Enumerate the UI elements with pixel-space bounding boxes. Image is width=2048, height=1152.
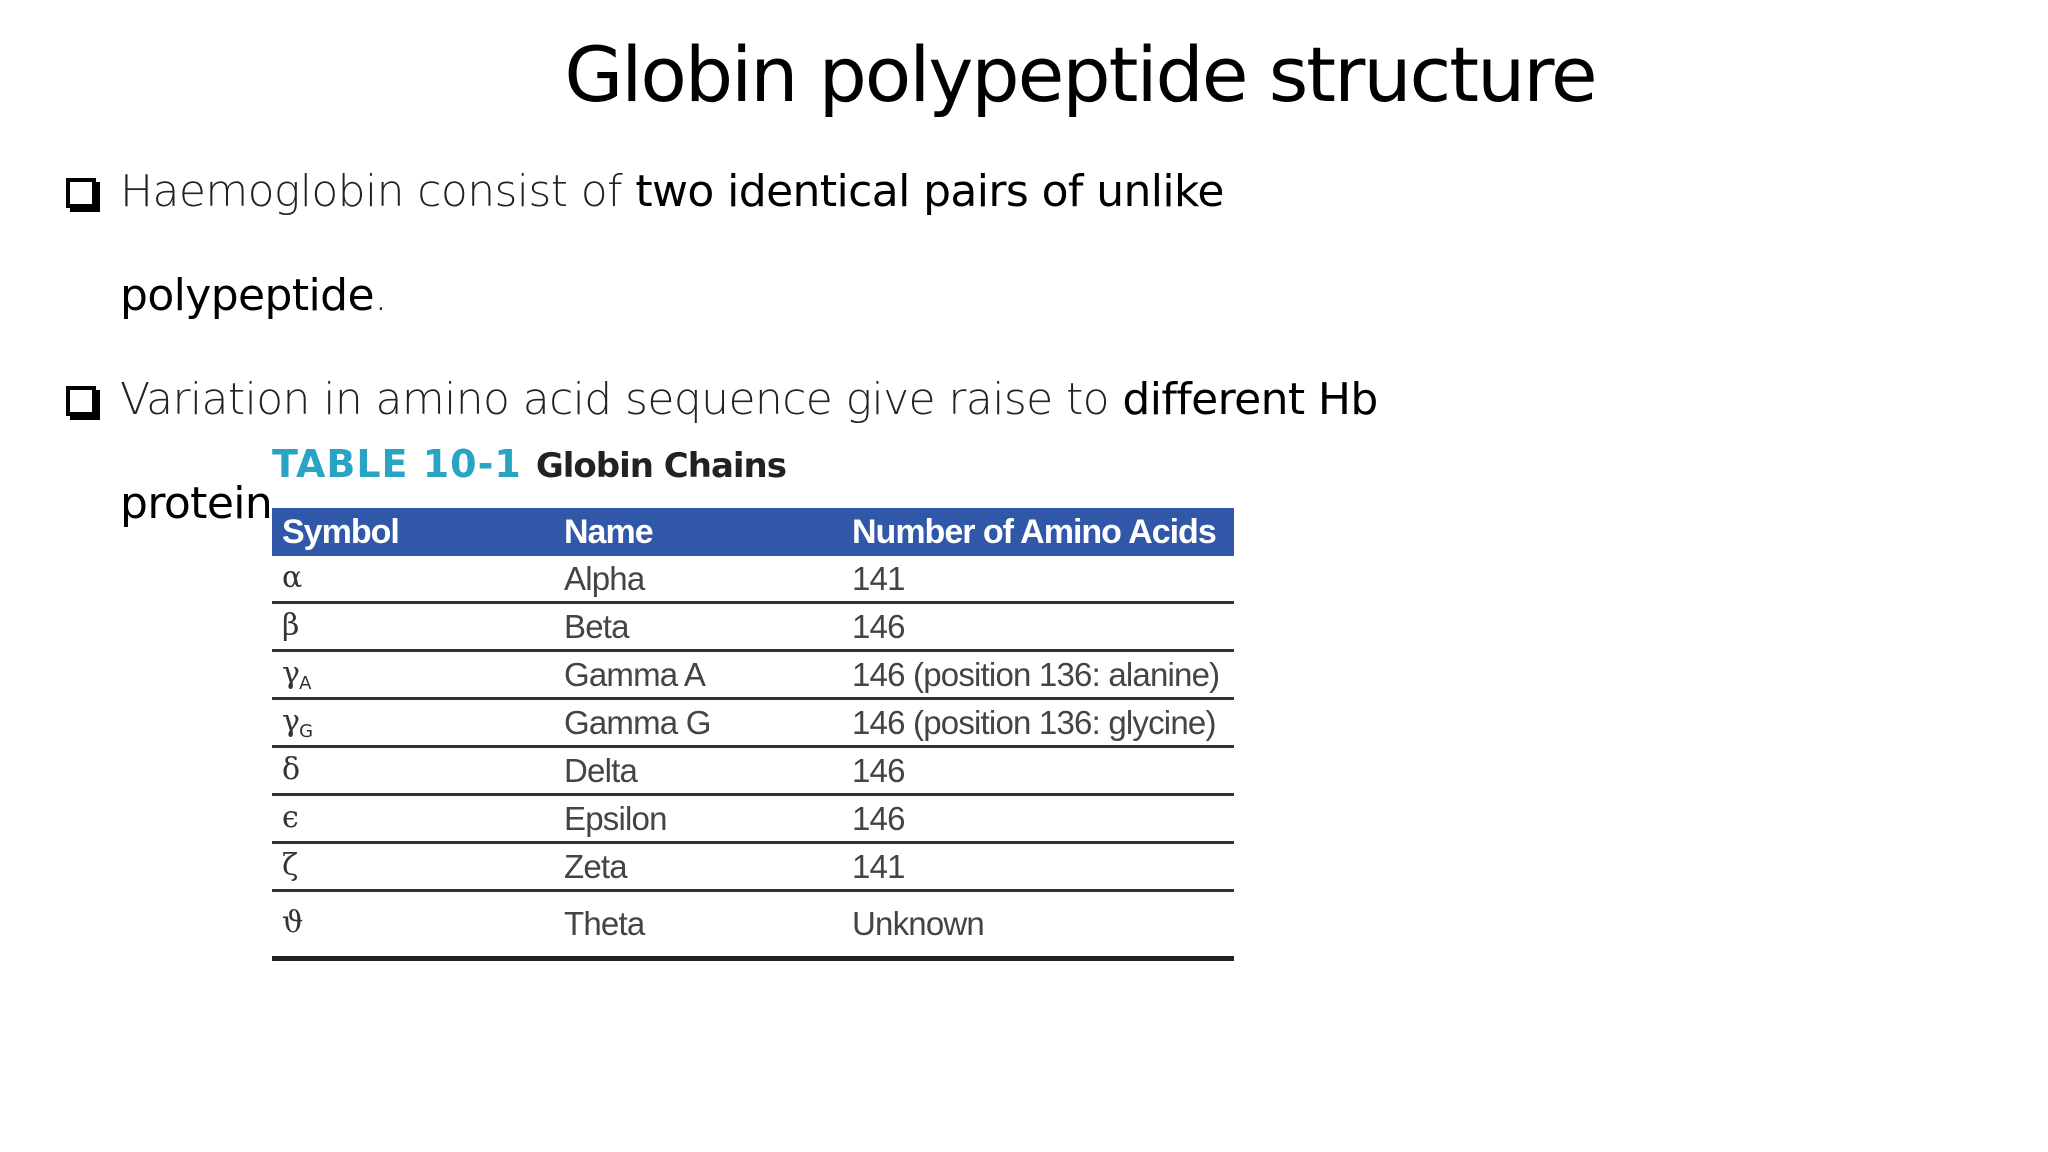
globin-chains-table [272,508,1234,961]
amino-acids-cell: 141 [842,843,1234,891]
symbol-glyph: β [282,607,299,643]
symbol-glyph: α [282,559,302,595]
amino-acids-cell: 146 [842,795,1234,843]
symbol-glyph: γ [282,655,300,691]
symbol-glyph: δ [282,751,300,787]
checkbox-bullet-icon [66,178,96,208]
name-cell: Delta [554,747,842,795]
table-row [272,747,1234,795]
bullet-1-line-1 [120,166,1224,217]
name-cell: Beta [554,603,842,651]
bullet-1-text-strong-2: polypeptide [120,270,374,321]
bullet-1-text-strong: two identical pairs of unlike [635,166,1224,217]
table-header-row [272,508,1234,556]
amino-acids-cell: 141 [842,556,1234,603]
symbol-cell [272,556,554,603]
symbol-glyph: ϵ [282,799,299,835]
symbol-subscript: G [299,720,313,742]
bullet-2-text-light: Variation in amino acid sequence give raise to [120,374,1123,425]
bullet-1-text-light: Haemoglobin consist of [120,166,636,217]
symbol-cell [272,651,554,699]
amino-acids-cell: 146 (position 136: glycine) [842,699,1234,747]
symbol-cell [272,747,554,795]
amino-acids-cell: Unknown [842,891,1234,959]
table-row [272,891,1234,959]
bullet-2-line-2 [120,478,272,529]
name-cell: Gamma A [554,651,842,699]
symbol-glyph: ζ [282,847,298,883]
amino-acids-cell: 146 [842,603,1234,651]
table-number: TABLE 10-1 [272,442,522,486]
table-row [272,603,1234,651]
table-caption: Globin Chains [535,446,786,486]
bullet-2-text-strong-2: protein [120,478,273,529]
name-cell: Alpha [554,556,842,603]
name-cell: Theta [554,891,842,959]
column-header-symbol: Symbol [272,508,554,556]
symbol-cell [272,795,554,843]
symbol-cell [272,843,554,891]
slide-title: Globin polypeptide structure [564,30,1596,119]
name-cell: Epsilon [554,795,842,843]
name-cell: Zeta [554,843,842,891]
table-row [272,651,1234,699]
amino-acids-cell: 146 (position 136: alanine) [842,651,1234,699]
table-row [272,699,1234,747]
symbol-cell [272,891,554,959]
table-row [272,795,1234,843]
bullet-2-text-strong: different Hb [1122,374,1378,425]
column-header-amino-acids: Number of Amino Acids [842,508,1234,556]
table-row [272,843,1234,891]
symbol-cell [272,603,554,651]
bullet-1-text-period: . [373,270,388,321]
name-cell: Gamma G [554,699,842,747]
symbol-glyph: ϑ [282,905,303,940]
table-heading [272,442,786,486]
symbol-subscript: A [299,672,311,694]
symbol-cell [272,699,554,747]
amino-acids-cell: 146 [842,747,1234,795]
bullet-2-line-1 [120,374,1378,425]
bullet-1-line-2 [120,270,387,321]
column-header-name: Name [554,508,842,556]
table-row [272,556,1234,603]
checkbox-bullet-icon [66,386,96,416]
symbol-glyph: γ [282,703,300,739]
